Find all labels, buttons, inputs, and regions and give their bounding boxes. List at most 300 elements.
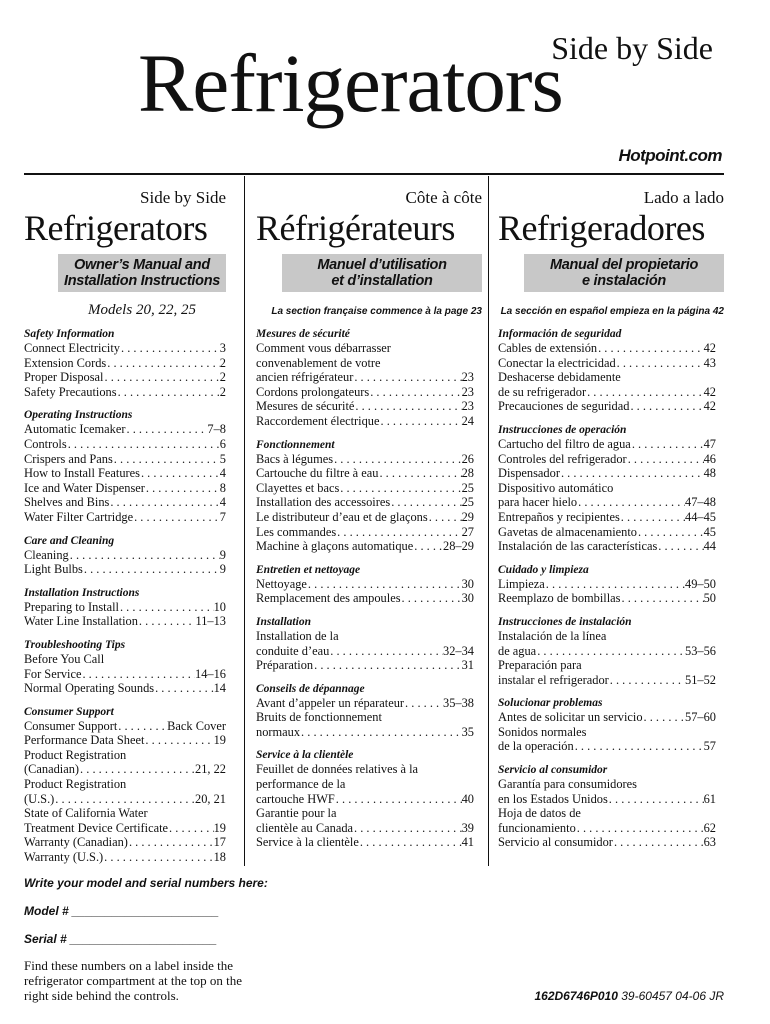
- toc-section-heading: Troubleshooting Tips: [24, 638, 126, 651]
- toc-entry-text: Preparación para: [498, 658, 582, 673]
- toc-entry-text: Crispers and Pans: [24, 451, 113, 466]
- toc-entry-page: 18: [213, 850, 226, 865]
- toc-entry-text: Cleaning: [24, 547, 69, 562]
- toc-entry: [256, 629, 474, 644]
- dot-leader: [103, 850, 213, 865]
- toc-entry-page: 21, 22: [195, 762, 226, 777]
- manual-title-line: Manual del propietario: [549, 257, 699, 273]
- toc-entry: [256, 725, 474, 740]
- toc-entry: [498, 539, 716, 554]
- toc-entry-text: Gavetas de almacenamiento: [498, 524, 637, 539]
- toc-entry: [498, 644, 716, 659]
- dot-leader: [333, 452, 462, 467]
- toc-entry: [498, 710, 716, 725]
- dot-leader: [138, 614, 196, 629]
- toc-entry: [256, 466, 474, 481]
- toc-entry-text: Performance Data Sheet: [24, 733, 145, 748]
- manual-title-line: Installation Instructions: [63, 273, 221, 289]
- toc-entry: [24, 777, 226, 792]
- column-title: Refrigeradores: [498, 208, 705, 248]
- toc-entry-text: Mesures de sécurité: [256, 399, 355, 414]
- toc-entry-page: 30: [461, 576, 474, 591]
- toc-entry: [498, 481, 716, 496]
- toc-section-heading: Información de seguridad: [498, 328, 622, 340]
- toc-entry-text: Sonidos normales: [498, 724, 587, 739]
- toc-entry-page: 4: [219, 466, 226, 481]
- toc-entry-page: 61: [703, 791, 716, 806]
- toc-entry: [24, 667, 226, 682]
- toc-entry: [24, 748, 226, 763]
- toc-entry-text: Light Bulbs: [24, 562, 83, 577]
- toc-section-heading: Safety Information: [24, 328, 115, 340]
- manual-title-line: Owner’s Manual and: [74, 257, 210, 273]
- write-numbers-heading: Write your model and serial numbers here:: [24, 876, 268, 890]
- toc-entry-text: Les commandes: [256, 524, 337, 539]
- toc-entry: [24, 481, 226, 496]
- dot-leader: [339, 481, 461, 496]
- toc-entry-text: Consumer Support: [24, 718, 118, 733]
- toc-entry: [24, 835, 226, 850]
- toc-entry: [24, 510, 226, 525]
- toc-entry-text: performance de la: [256, 777, 346, 792]
- toc-entry-page: 25: [461, 480, 474, 495]
- toc-entry-page: 10: [213, 599, 226, 614]
- toc-entry: [24, 850, 226, 865]
- toc-entry-page: 57: [703, 739, 716, 754]
- toc-entry-text: Limpieza: [498, 576, 545, 591]
- toc-entry-text: para hacer hielo: [498, 495, 578, 510]
- header-subtitle: Side by Side: [551, 30, 713, 66]
- dot-leader: [300, 725, 462, 740]
- toc-entry: [24, 341, 226, 356]
- toc-entry: [24, 385, 226, 400]
- table-of-contents-french: [256, 327, 474, 850]
- toc-section-heading: Instrucciones de instalación: [498, 615, 632, 628]
- toc-entry: [498, 577, 716, 592]
- dot-leader: [597, 341, 704, 356]
- toc-entry-text: Cordons prolongateurs: [256, 384, 370, 399]
- toc-entry: [498, 792, 716, 807]
- toc-entry-text: Machine à glaçons automatique: [256, 539, 414, 554]
- dot-leader: [576, 821, 704, 836]
- dot-leader: [145, 481, 220, 496]
- dot-leader: [353, 370, 461, 385]
- toc-entry: [498, 510, 716, 525]
- toc-entry-text: (Canadian): [24, 762, 80, 777]
- toc-entry-text: convenablement de votre: [256, 355, 381, 370]
- toc-entry: [498, 466, 716, 481]
- toc-entry-page: 24: [461, 413, 474, 428]
- toc-entry-text: Controles del refrigerador: [498, 451, 627, 466]
- dot-leader: [613, 835, 704, 850]
- dot-leader: [629, 399, 703, 414]
- manual-title-line: e instalación: [582, 273, 666, 289]
- dot-leader: [120, 341, 220, 356]
- toc-entry: [256, 792, 474, 807]
- toc-entry-page: 42: [703, 341, 716, 355]
- toc-section-heading: Installation: [256, 615, 311, 628]
- toc-entry-text: How to Install Features: [24, 466, 140, 481]
- dot-leader: [54, 792, 195, 807]
- toc-entry: [256, 525, 474, 540]
- toc-entry: [256, 591, 474, 606]
- toc-section-heading: Mesures de sécurité: [256, 328, 350, 340]
- toc-entry: [24, 719, 226, 734]
- toc-entry: [498, 356, 716, 371]
- toc-section-heading: Conseils de dépannage: [256, 682, 365, 695]
- section-start-note: La section française commence à la page 23: [271, 306, 482, 317]
- toc-entry: [24, 495, 226, 510]
- brand-website: Hotpoint.com: [618, 146, 722, 165]
- toc-entry-text: Ice and Water Dispenser: [24, 480, 145, 495]
- toc-entry: [498, 452, 716, 467]
- toc-entry-text: (U.S.): [24, 791, 55, 806]
- toc-entry: [256, 577, 474, 592]
- section-start-note: La sección en español empieza en la página 42: [500, 306, 724, 317]
- toc-entry-page: 20, 21: [195, 791, 226, 806]
- toc-entry-text: Cartouche du filtre à eau: [256, 466, 379, 481]
- toc-entry-page: 32–34: [443, 643, 474, 658]
- toc-entry-page: 2: [219, 355, 226, 370]
- toc-entry-text: Hoja de datos de: [498, 806, 581, 821]
- dot-leader: [608, 792, 704, 807]
- dot-leader: [67, 437, 220, 452]
- toc-entry-text: instalar el refrigerador: [498, 672, 609, 687]
- dot-leader: [119, 600, 214, 615]
- dot-leader: [79, 762, 195, 777]
- toc-entry: [256, 356, 474, 371]
- toc-entry-text: Installation de la: [256, 628, 339, 643]
- toc-entry-text: Warranty (Canadian): [24, 835, 128, 850]
- manual-title-box: [524, 254, 724, 292]
- toc-entry: [256, 658, 474, 673]
- dot-leader: [627, 452, 704, 467]
- dot-leader: [354, 399, 461, 414]
- toc-entry-text: Servicio al consumidor: [498, 835, 613, 850]
- toc-entry: [24, 806, 226, 821]
- toc-entry-text: Precauciones de seguridad: [498, 399, 630, 414]
- toc-entry-text: clientèle au Canada: [256, 820, 354, 835]
- column-divider: [488, 176, 489, 866]
- toc-section-heading: Service à la clientèle: [256, 749, 354, 762]
- toc-entry-page: 51–52: [685, 672, 716, 687]
- toc-entry-text: Deshacerse debidamente: [498, 370, 621, 385]
- column-title: Refrigerators: [24, 208, 208, 248]
- dot-leader: [313, 658, 461, 673]
- manual-title-box: [58, 254, 226, 292]
- toc-entry-page: 42: [703, 399, 716, 414]
- toc-entry-text: Avant d’appeler un réparateur: [256, 695, 405, 710]
- dot-leader: [378, 466, 461, 481]
- toc-entry-page: 9: [219, 547, 226, 562]
- toc-entry-text: Cables de extensión: [498, 341, 598, 355]
- dot-leader: [104, 370, 220, 385]
- toc-entry: [498, 629, 716, 644]
- toc-entry: [256, 710, 474, 725]
- toc-entry: [498, 385, 716, 400]
- toc-entry-page: 28: [461, 466, 474, 481]
- toc-entry-page: 47: [703, 436, 716, 451]
- toc-entry-text: Water Filter Cartridge: [24, 509, 134, 524]
- toc-entry-text: de su refrigerador: [498, 384, 587, 399]
- toc-entry: [24, 733, 226, 748]
- table-of-contents-english: [24, 327, 226, 865]
- toc-section-heading: Servicio al consumidor: [498, 764, 608, 777]
- dot-leader: [359, 835, 462, 850]
- toc-entry-page: 19: [213, 733, 226, 748]
- toc-entry-text: Entrepaños y recipientes: [498, 509, 620, 524]
- toc-entry: [256, 539, 474, 554]
- toc-entry-text: Comment vous débarrasser: [256, 341, 391, 355]
- toc-entry-text: Instalación de la línea: [498, 628, 607, 643]
- toc-entry: [24, 792, 226, 807]
- toc-entry-text: Nettoyage: [256, 576, 307, 591]
- serial-number-line: Serial # ______________________: [24, 932, 217, 946]
- table-of-contents-spanish: [498, 327, 716, 850]
- dot-leader: [113, 452, 220, 467]
- dot-leader: [353, 821, 462, 836]
- toc-entry-page: 45: [703, 524, 716, 539]
- toc-entry: [24, 548, 226, 563]
- toc-entry: [256, 777, 474, 792]
- toc-entry-page: 53–56: [685, 643, 716, 658]
- toc-entry-page: 43: [703, 355, 716, 370]
- toc-entry: [498, 835, 716, 850]
- dot-leader: [133, 510, 220, 525]
- toc-entry: [498, 591, 716, 606]
- dot-leader: [117, 719, 167, 734]
- toc-entry: [24, 681, 226, 696]
- toc-entry-text: Installation des accessoires: [256, 495, 391, 510]
- dot-leader: [307, 577, 462, 592]
- toc-entry: [24, 762, 226, 777]
- toc-entry-text: Before You Call: [24, 651, 105, 666]
- toc-entry-page: 5: [219, 451, 226, 466]
- toc-section-heading: Care and Cleaning: [24, 534, 115, 547]
- toc-entry-page: 44–45: [685, 509, 716, 524]
- manual-title-box: [282, 254, 482, 292]
- toc-entry: [256, 762, 474, 777]
- toc-entry: [256, 452, 474, 467]
- dot-leader: [140, 466, 220, 481]
- dot-leader: [128, 835, 214, 850]
- toc-entry: [498, 399, 716, 414]
- toc-entry-page: 7–8: [207, 422, 226, 437]
- dot-leader: [616, 356, 704, 371]
- toc-entry-text: Le distributeur d’eau et de glaçons: [256, 509, 428, 524]
- toc-entry: [256, 399, 474, 414]
- toc-entry-text: State of California Water: [24, 806, 148, 821]
- toc-entry-text: Raccordement électrique: [256, 413, 380, 428]
- toc-entry-page: 6: [219, 436, 226, 451]
- toc-entry-page: 14: [213, 681, 226, 696]
- toc-entry-text: cartouche HWF: [256, 791, 335, 806]
- toc-entry-text: Remplacement des ampoules: [256, 591, 401, 606]
- manual-title-line: et d’installation: [331, 273, 433, 289]
- manual-title-line: Manuel d’utilisation: [317, 257, 447, 273]
- column-french-header: [256, 188, 482, 317]
- toc-entry: [498, 725, 716, 740]
- toc-entry: [256, 414, 474, 429]
- dot-leader: [620, 510, 685, 525]
- toc-entry: [498, 437, 716, 452]
- toc-entry-page: 50: [703, 591, 716, 606]
- toc-entry-text: Connect Electricity: [24, 341, 120, 355]
- dot-leader: [637, 525, 704, 540]
- document-revision: 39-60457 04-06 JR: [621, 989, 724, 1003]
- column-english-header: [24, 188, 226, 319]
- toc-entry: [256, 495, 474, 510]
- dot-leader: [329, 644, 443, 659]
- toc-entry: [256, 806, 474, 821]
- column-subtitle: Côte à côte: [405, 188, 482, 207]
- column-spanish-header: [498, 188, 724, 317]
- toc-entry-text: Preparing to Install: [24, 599, 119, 614]
- column-title: Réfrigérateurs: [256, 208, 455, 248]
- toc-entry: [256, 341, 474, 356]
- part-number: 162D6746P010: [534, 989, 618, 1003]
- toc-entry-page: 3: [219, 341, 226, 355]
- toc-entry-text: Instalación de las características: [498, 539, 658, 554]
- toc-entry: [24, 600, 226, 615]
- toc-section-heading: Cuidado y limpieza: [498, 563, 589, 576]
- dot-leader: [109, 495, 219, 510]
- dot-leader: [83, 562, 220, 577]
- toc-entry-text: Service à la clientèle: [256, 835, 359, 850]
- column-subtitle: Lado a lado: [643, 188, 724, 207]
- toc-entry-text: Normal Operating Sounds: [24, 681, 155, 696]
- toc-entry: [256, 481, 474, 496]
- toc-entry-page: 11–13: [195, 614, 226, 629]
- dot-leader: [536, 644, 685, 659]
- dot-leader: [428, 510, 462, 525]
- toc-entry-page: 4: [219, 495, 226, 510]
- dot-leader: [643, 710, 685, 725]
- toc-entry: [498, 806, 716, 821]
- toc-entry: [24, 562, 226, 577]
- toc-entry-page: 35: [461, 724, 474, 739]
- toc-entry: [256, 821, 474, 836]
- column-subtitle: Side by Side: [140, 188, 226, 207]
- toc-entry-text: Feuillet de données relatives à la: [256, 762, 419, 777]
- toc-entry: [256, 696, 474, 711]
- toc-entry: [24, 652, 226, 667]
- dot-leader: [609, 673, 685, 688]
- toc-entry-page: 46: [703, 451, 716, 466]
- toc-entry-page: 30: [461, 591, 474, 606]
- toc-entry-page: 17: [213, 835, 226, 850]
- dot-leader: [154, 681, 214, 696]
- toc-entry-page: 23: [461, 384, 474, 399]
- toc-entry-page: 57–60: [685, 710, 716, 725]
- toc-entry-text: Proper Disposal: [24, 370, 104, 385]
- toc-entry: [24, 452, 226, 467]
- toc-entry-text: en los Estados Unidos: [498, 791, 608, 806]
- toc-entry: [498, 341, 716, 356]
- toc-entry-page: 47–48: [685, 495, 716, 510]
- dot-leader: [574, 739, 704, 754]
- toc-entry-text: Clayettes et bacs: [256, 480, 340, 495]
- toc-entry-text: Préparation: [256, 658, 314, 673]
- dot-leader: [106, 356, 220, 371]
- toc-entry-text: Automatic Icemaker: [24, 422, 126, 437]
- dot-leader: [577, 495, 685, 510]
- document-code: [534, 989, 724, 1003]
- dot-leader: [168, 821, 214, 836]
- toc-section-heading: Installation Instructions: [24, 586, 140, 599]
- toc-entry-page: Back Cover: [167, 718, 226, 733]
- toc-entry-text: de la operación: [498, 739, 574, 754]
- toc-entry-page: 44: [703, 539, 716, 554]
- toc-entry-text: Shelves and Bins: [24, 495, 110, 510]
- toc-entry-page: 7: [219, 509, 226, 524]
- toc-entry: [498, 821, 716, 836]
- toc-entry: [24, 437, 226, 452]
- toc-entry-page: 35–38: [443, 695, 474, 710]
- dot-leader: [586, 385, 704, 400]
- dot-leader: [545, 577, 685, 592]
- toc-entry-text: Bacs à légumes: [256, 451, 334, 466]
- dot-leader: [404, 696, 443, 711]
- toc-entry-page: 39: [461, 820, 474, 835]
- model-number-line: Model # ______________________: [24, 904, 219, 918]
- toc-entry: [256, 510, 474, 525]
- dot-leader: [390, 495, 461, 510]
- toc-section-heading: Entretien et nettoyage: [256, 563, 361, 576]
- toc-entry-text: Reemplazo de bombillas: [498, 591, 621, 606]
- toc-entry-text: de agua: [498, 643, 537, 658]
- toc-entry-text: Dispositivo automático: [498, 480, 614, 495]
- toc-entry-text: Water Line Installation: [24, 614, 138, 629]
- dot-leader: [560, 466, 704, 481]
- toc-entry-text: Controls: [24, 436, 67, 451]
- toc-entry-text: Garantía para consumidores: [498, 777, 637, 792]
- toc-entry-text: Cartucho del filtro de agua: [498, 436, 631, 451]
- toc-entry: [256, 835, 474, 850]
- toc-entry-text: Antes de solicitar un servicio: [498, 710, 643, 725]
- toc-entry-page: 23: [461, 370, 474, 385]
- toc-entry-page: 9: [219, 562, 226, 577]
- toc-entry-text: funcionamiento: [498, 820, 576, 835]
- dot-leader: [69, 548, 220, 563]
- toc-entry-page: 25: [461, 495, 474, 510]
- toc-entry-page: 63: [703, 835, 716, 850]
- toc-entry-page: 26: [461, 451, 474, 466]
- toc-entry-text: Bruits de fonctionnement: [256, 710, 382, 725]
- toc-section-heading: Operating Instructions: [24, 409, 133, 422]
- toc-entry-page: 2: [219, 370, 226, 385]
- dot-leader: [81, 667, 195, 682]
- header-rule: [24, 173, 724, 175]
- toc-entry: [498, 525, 716, 540]
- column-divider: [244, 176, 245, 866]
- toc-entry: [498, 673, 716, 688]
- toc-entry-text: Garantie pour la: [256, 806, 337, 821]
- toc-section-heading: Consumer Support: [24, 705, 114, 718]
- toc-entry-page: 48: [703, 466, 716, 481]
- toc-entry: [256, 644, 474, 659]
- toc-entry-page: 49–50: [685, 576, 716, 591]
- label-location-note: Find these numbers on a label inside the refrigerator compartment at the top on the right side behind the controls.: [24, 958, 243, 1003]
- toc-entry: [498, 739, 716, 754]
- toc-entry-page: 27: [461, 524, 474, 539]
- toc-entry: [24, 821, 226, 836]
- toc-entry: [24, 356, 226, 371]
- toc-entry: [24, 422, 226, 437]
- toc-entry-page: 62: [703, 820, 716, 835]
- toc-entry-text: Warranty (U.S.): [24, 850, 104, 865]
- toc-section-heading: Solucionar problemas: [498, 697, 603, 710]
